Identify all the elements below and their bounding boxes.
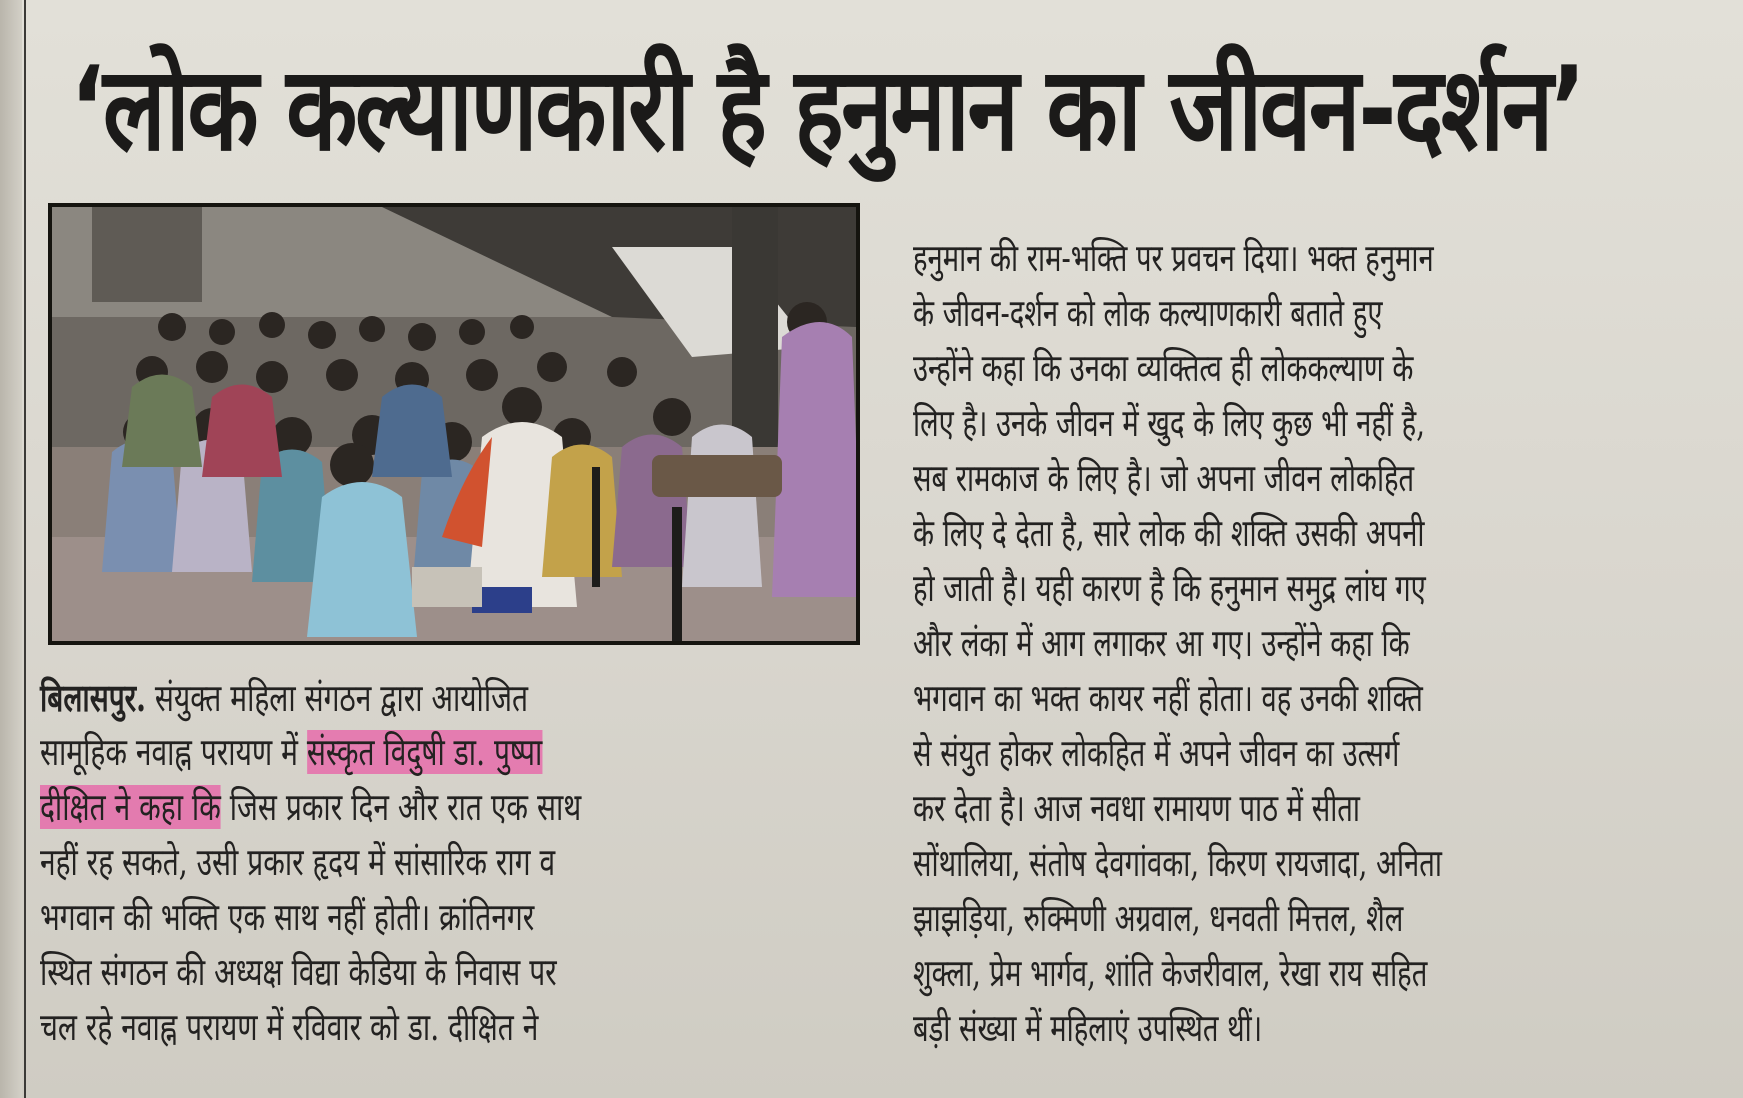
article-line: झाझड़िया, रुक्मिणी अग्रवाल, धनवती मित्तल, शैल (913, 896, 1404, 940)
article-line: से संयुत होकर लोकहित में अपने जीवन का उत्सर्ग (913, 731, 1400, 775)
gathering-photo-illustration (52, 207, 856, 641)
article-line: बड़ी संख्या में महिलाएं उपस्थित थीं। (913, 1006, 1263, 1050)
article-line (40, 780, 651, 835)
article-line: सब रामकाज के लिए है। जो अपना जीवन लोकहित (913, 456, 1415, 500)
column-rule (24, 0, 26, 1098)
article-line: भगवान का भक्त कायर नहीं होता। वह उनकी शक्ति (913, 676, 1423, 720)
article-line: हो जाती है। यही कारण है कि हनुमान समुद्र लांघ गए (913, 566, 1426, 610)
article-line (40, 890, 651, 945)
highlighted-text: दीक्षित ने कहा कि (40, 785, 221, 829)
text-segment: जिस प्रकार दिन और रात एक साथ (220, 785, 582, 829)
headline: ‘लोक कल्याणकारी है हनुमान का जीवन-दर्शन’ (70, 42, 1584, 177)
paper-edge (0, 0, 22, 1098)
article-line (40, 670, 651, 725)
article-line: के लिए दे देता है, सारे लोक की शक्ति उसकी अपनी (913, 511, 1425, 555)
article-line: लिए है। उनके जीवन में खुद के लिए कुछ भी नहीं है, (913, 401, 1425, 445)
text-segment: नहीं रह सकते, उसी प्रकार हृदय में सांसारिक राग व (40, 840, 556, 884)
article-line: सोंथालिया, संतोष देवगांवका, किरण रायजादा, अनिता (913, 841, 1442, 885)
article-line: के जीवन-दर्शन को लोक कल्याणकारी बताते हुए (913, 291, 1383, 335)
text-segment: संयुक्त महिला संगठन द्वारा आयोजित (145, 676, 528, 720)
highlighted-text: संस्कृत विदुषी डा. पुष्पा (306, 730, 543, 774)
article-line: हनुमान की राम-भक्ति पर प्रवचन दिया। भक्त हनुमान (913, 236, 1434, 280)
news-photo (48, 203, 860, 645)
article-line (40, 835, 651, 890)
dateline: बिलासपुर. (40, 675, 146, 720)
article-line (40, 945, 651, 1000)
text-segment: भगवान की भक्ति एक साथ नहीं होती। क्रांतिनगर (40, 895, 535, 939)
text-segment: चल रहे नवाह्न परायण में रविवार को डा. दीक्षित ने (40, 1005, 539, 1049)
left-column-text (40, 670, 865, 1055)
right-column-text (913, 231, 1703, 1056)
article-line: और लंका में आग लगाकर आ गए। उन्होंने कहा कि (913, 621, 1410, 665)
article-line (40, 725, 651, 780)
text-segment: स्थित संगठन की अध्यक्ष विद्या केडिया के निवास पर (40, 950, 557, 994)
article-line: उन्होंने कहा कि उनका व्यक्तित्व ही लोककल्याण के (913, 346, 1414, 390)
text-segment: सामूहिक नवाह्न परायण में (40, 730, 307, 774)
article-line (40, 1000, 651, 1055)
article-line: कर देता है। आज नवधा रामायण पाठ में सीता (913, 786, 1360, 830)
article-line: शुक्ला, प्रेम भार्गव, शांति केजरीवाल, रेखा राय सहित (913, 951, 1428, 995)
